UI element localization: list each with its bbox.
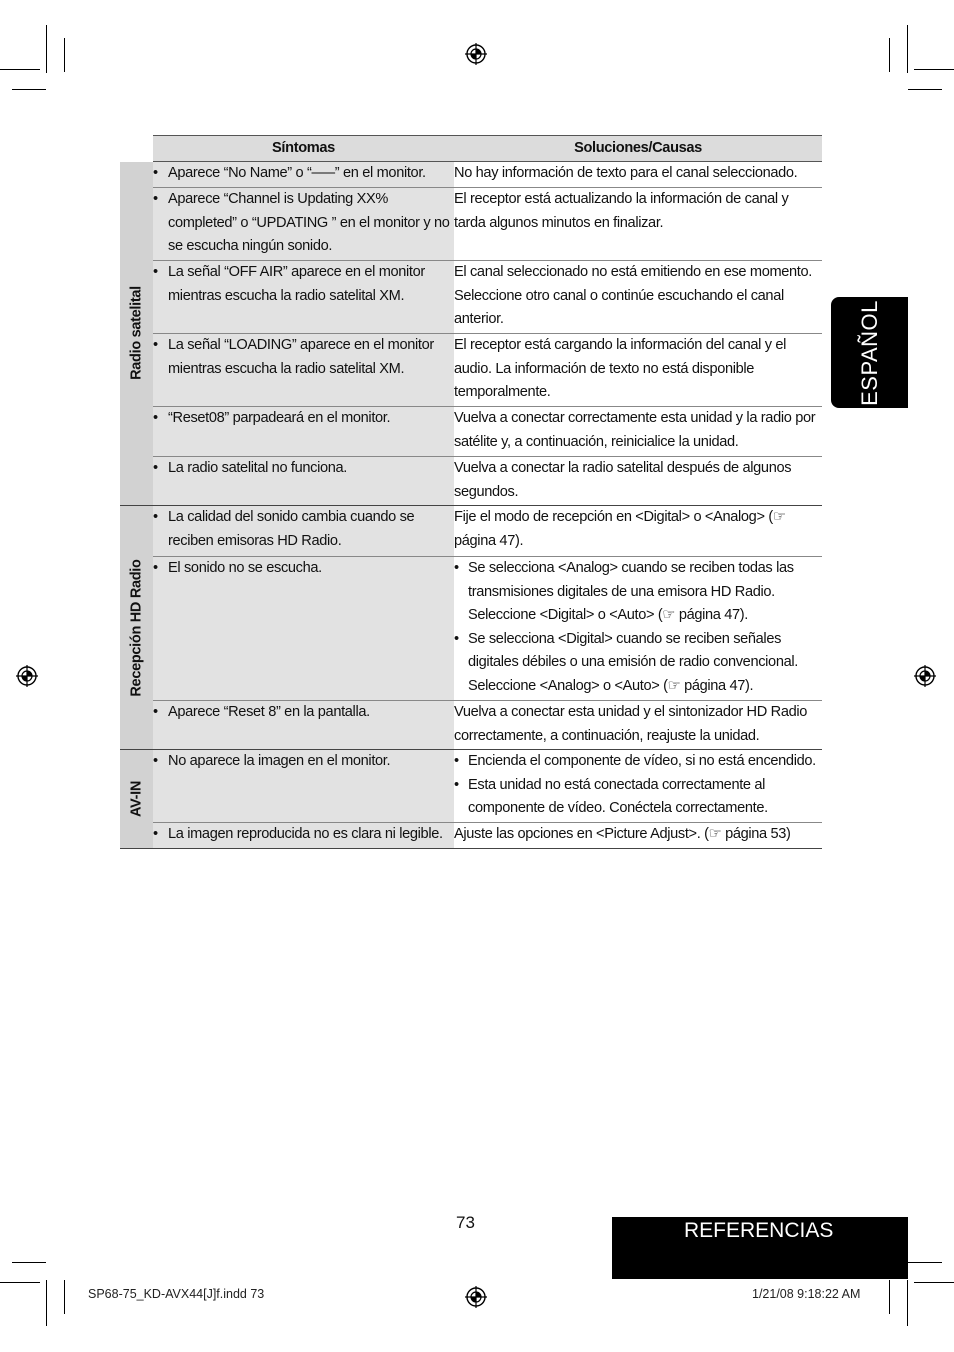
table-row: [120, 557, 822, 701]
table-row: [120, 750, 822, 823]
header-symptoms: Síntomas: [153, 136, 454, 162]
table-row: [120, 334, 822, 407]
crop-mark: [889, 1280, 890, 1314]
solution-cell: Vuelva a conectar la radio satelital después de algunos segundos.: [454, 457, 822, 506]
crop-mark: [12, 89, 46, 90]
solution-cell: El receptor está cargando la información del canal y el audio. La información de texto no está disponible temporalmente.: [454, 334, 822, 407]
table-row: [120, 162, 822, 188]
crop-mark: [907, 1280, 908, 1326]
symptom-cell: • La imagen reproducida no es clara ni legible.: [153, 823, 454, 849]
crop-mark: [64, 1280, 65, 1314]
symptom-cell: • Aparece “Channel is Updating XX% completed” o “UPDATING ” en el monitor y no se escucha ningún sonido.: [153, 188, 454, 261]
symptom-cell: • La señal “OFF AIR” aparece en el monitor mientras escucha la radio satelital XM.: [153, 261, 454, 334]
solution-cell: El receptor está actualizando la información de canal y tarda algunos minutos en finalizar.: [454, 188, 822, 261]
solution-cell: No hay información de texto para el canal seleccionado.: [454, 162, 822, 188]
section-label-cell: [120, 162, 153, 506]
section-label-cell: [120, 750, 153, 849]
table-row: [120, 188, 822, 261]
language-tab: [831, 297, 908, 408]
section-label: AV-IN: [127, 780, 144, 818]
crop-mark: [908, 1262, 942, 1263]
crop-mark: [0, 69, 40, 70]
section-label: Radio satelital: [127, 286, 144, 381]
table-row: [120, 823, 822, 849]
crop-mark: [889, 38, 890, 72]
registration-mark-icon: [465, 43, 487, 65]
symptom-cell: • El sonido no se escucha.: [153, 557, 454, 701]
solution-cell: • Encienda el componente de vídeo, si no está encendido. • Esta unidad no está conectada correctamente al componente de vídeo. Conéctela correctamente.: [454, 750, 822, 823]
table-row: [120, 701, 822, 750]
crop-mark: [12, 1262, 46, 1263]
registration-mark-icon: [914, 665, 936, 687]
section-label-cell: [120, 506, 153, 750]
crop-mark: [908, 89, 942, 90]
solution-cell: Vuelva a conectar correctamente esta unidad y la radio por satélite y, a continuación, reinicialice la unidad.: [454, 407, 822, 457]
crop-mark: [0, 1282, 40, 1283]
header-solutions: Soluciones/Causas: [454, 136, 822, 162]
crop-mark: [914, 69, 954, 70]
table-header-row: [120, 136, 822, 162]
table-row: [120, 261, 822, 334]
solution-cell: El canal seleccionado no está emitiendo en ese momento. Seleccione otro canal o continúe escuchando el canal anterior.: [454, 261, 822, 334]
registration-mark-icon: [16, 665, 38, 687]
table-row: [120, 506, 822, 557]
table-row: [120, 407, 822, 457]
solution-cell: Fije el modo de recepción en <Digital> o <Analog> (☞ página 47).: [454, 506, 822, 557]
crop-mark: [64, 38, 65, 72]
section-box: [612, 1217, 908, 1279]
section-box-label: REFERENCIAS: [684, 1219, 834, 1242]
troubleshooting-table: [120, 135, 822, 849]
solution-cell: Ajuste las opciones en <Picture Adjust>. (☞ página 53): [454, 823, 822, 849]
symptom-cell: • No aparece la imagen en el monitor.: [153, 750, 454, 823]
header-spacer: [120, 136, 153, 162]
table-row: [120, 457, 822, 506]
solution-cell: • Se selecciona <Analog> cuando se reciben todas las transmisiones digitales de una emisora HD Radio. Seleccione <Digital> o <Auto> (☞ página 47). • Se selecciona <Digital> cuando se reciben señales digitales débiles o una emisión de radio convencional. Seleccione <Analog> o <Auto> (☞ página 47).: [454, 557, 822, 701]
symptom-cell: • “Reset08” parpadeará en el monitor.: [153, 407, 454, 457]
section-label: Recepción HD Radio: [127, 558, 144, 697]
symptom-cell: • Aparece “No Name” o “–––” en el monitor.: [153, 162, 454, 188]
crop-mark: [907, 25, 908, 73]
symptom-cell: • La señal “LOADING” aparece en el monitor mientras escucha la radio satelital XM.: [153, 334, 454, 407]
crop-mark: [46, 1280, 47, 1326]
symptom-cell: • La radio satelital no funciona.: [153, 457, 454, 506]
symptom-cell: • Aparece “Reset 8” en la pantalla.: [153, 701, 454, 750]
footer-file: SP68-75_KD-AVX44[J]f.indd 73: [88, 1287, 265, 1301]
solution-cell: Vuelva a conectar esta unidad y el sintonizador HD Radio correctamente, a continuación, reajuste la unidad.: [454, 701, 822, 750]
registration-mark-icon: [465, 1286, 487, 1308]
page-number: 73: [456, 1213, 475, 1232]
crop-mark: [46, 25, 47, 73]
symptom-cell: • La calidad del sonido cambia cuando se reciben emisoras HD Radio.: [153, 506, 454, 557]
language-tab-label: ESPAÑOL: [856, 299, 882, 406]
crop-mark: [914, 1282, 954, 1283]
footer-datetime: 1/21/08 9:18:22 AM: [752, 1287, 861, 1301]
